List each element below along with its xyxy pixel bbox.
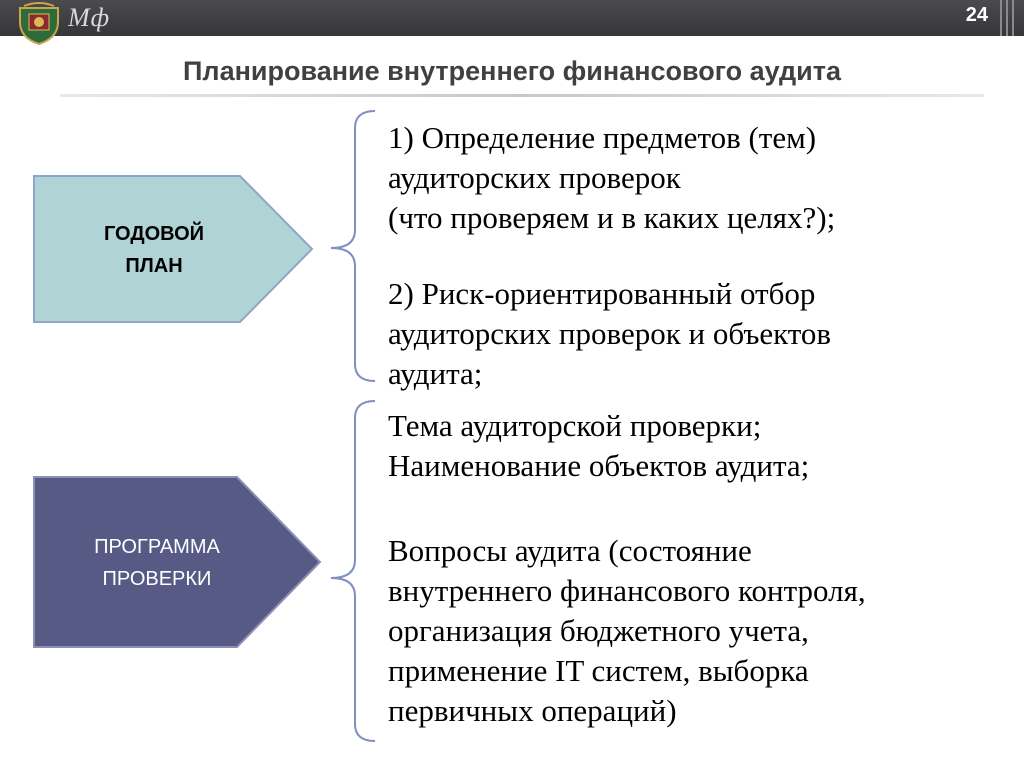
annual-plan-label-line1: ГОДОВОЙ — [103, 223, 205, 245]
annual-plan-label-line2: ПЛАН — [125, 255, 183, 277]
annual-plan-text — [388, 118, 835, 394]
emblem-icon — [16, 2, 62, 46]
title-divider — [60, 94, 984, 97]
page-number: 24 — [965, 4, 988, 26]
audit-program-arrow — [32, 475, 324, 650]
program-item-1 — [388, 406, 866, 486]
plan-item-2-line2: аудиторских проверок и объектов — [388, 316, 832, 351]
audit-program-label-line1: ПРОГРАММА — [94, 536, 220, 558]
audit-program-label-line2: ПРОВЕРКИ — [102, 568, 212, 590]
audit-program-text — [388, 406, 866, 731]
plan-item-2-line3: аудита; — [388, 356, 483, 391]
program-item-2-line1: Вопросы аудита (состояние — [388, 533, 752, 568]
brace-lower — [325, 398, 381, 744]
program-item-2-line2: внутреннего финансового контроля, — [388, 573, 866, 608]
brace-upper — [325, 108, 381, 384]
logo-text: Мф — [68, 3, 111, 32]
slide-title: Планирование внутреннего финансового аудита — [183, 56, 841, 86]
program-item-2-line3: организация бюджетного учета, — [388, 613, 809, 648]
top-bar — [0, 0, 1024, 36]
annual-plan-label — [32, 218, 276, 282]
program-item-2-line4: применение IT систем, выборка — [388, 653, 809, 688]
program-item-2-line5: первичных операций) — [388, 693, 677, 728]
program-item-1-line1: Тема аудиторской проверки; — [388, 408, 762, 443]
annual-plan-arrow — [32, 174, 316, 326]
header-stripes — [996, 0, 1024, 36]
program-item-1-line2: Наименование объектов аудита; — [388, 448, 810, 483]
audit-program-label — [32, 531, 282, 595]
plan-item-1-line3: (что проверяем и в каких целях?); — [388, 200, 836, 235]
plan-item-1-line1: 1) Определение предметов (тем) — [388, 120, 817, 155]
plan-item-2 — [388, 274, 835, 394]
program-item-2 — [388, 531, 866, 731]
plan-item-1-line2: аудиторских проверок — [388, 160, 681, 195]
plan-item-2-line1: 2) Риск-ориентированный отбор — [388, 276, 816, 311]
plan-item-1 — [388, 118, 835, 238]
